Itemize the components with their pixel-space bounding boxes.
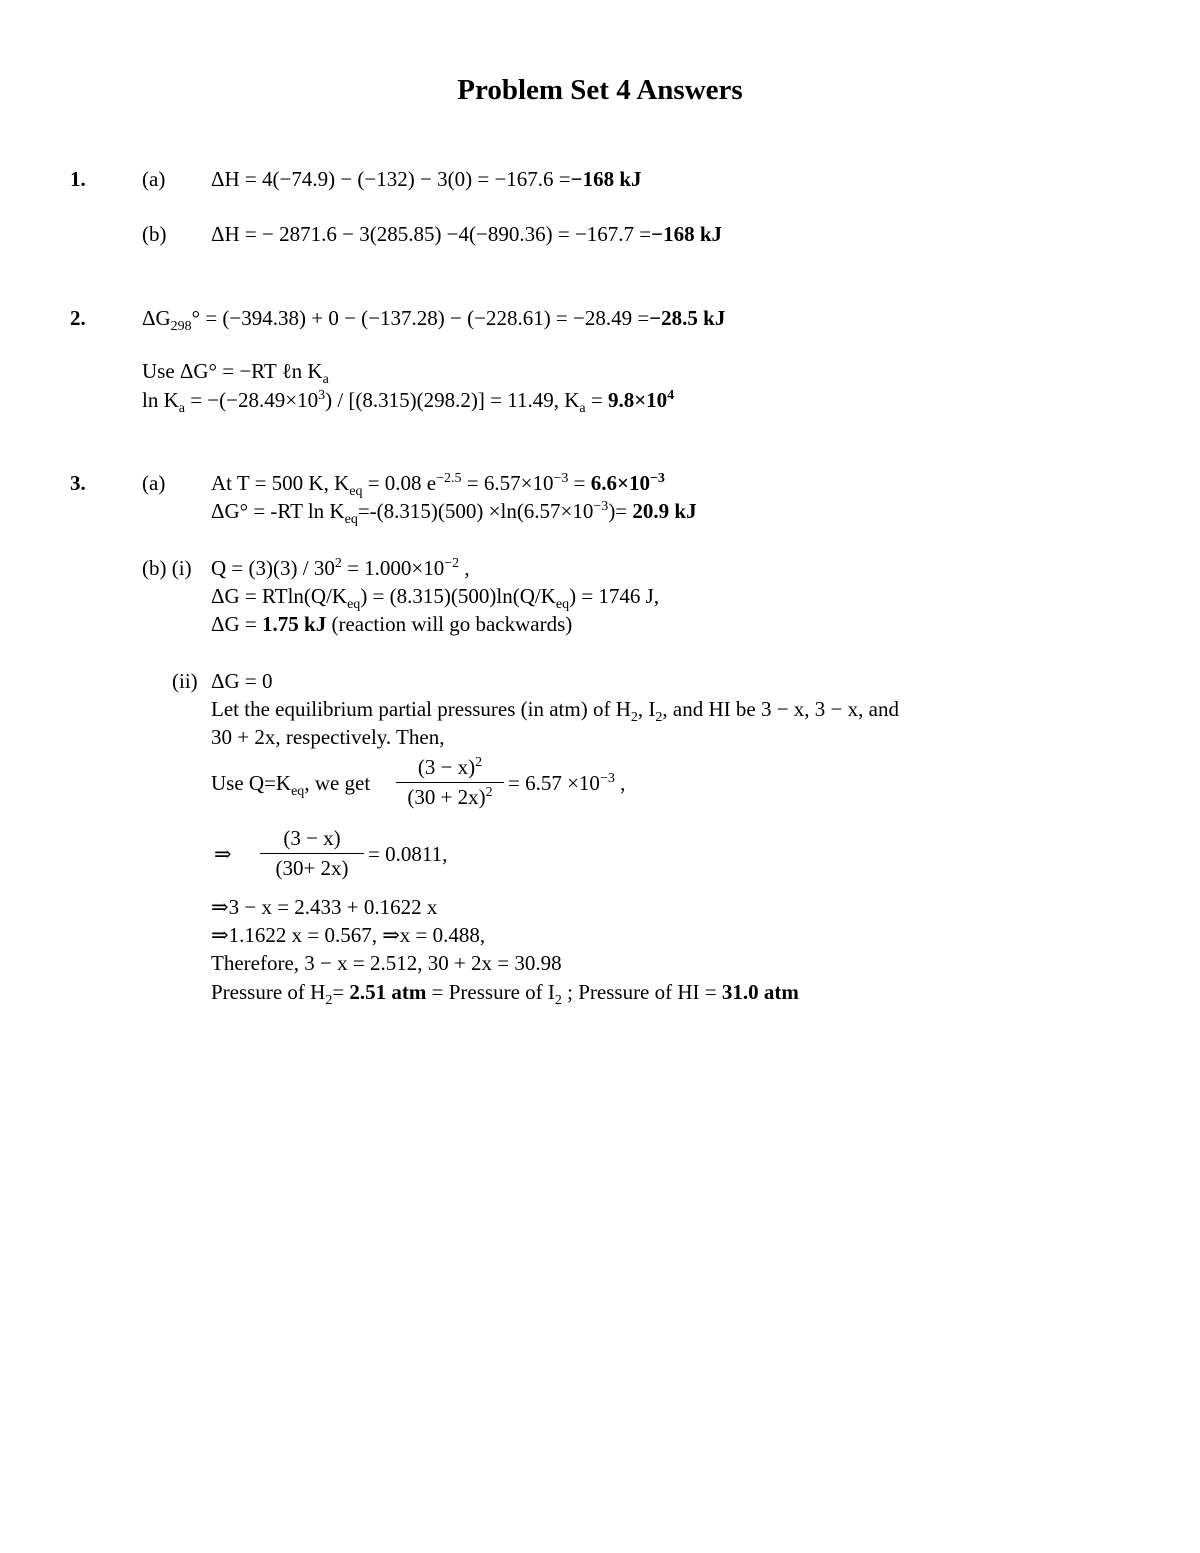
fraction-1-rhs (508, 771, 625, 796)
p-mid: = Pressure of I (426, 980, 555, 1004)
q1a-equation (211, 167, 642, 192)
fraction-2 (260, 826, 364, 881)
p-sub: 2 (325, 993, 333, 1008)
use-q-sub: eq (291, 784, 305, 799)
q3bi3-note: (reaction will go backwards) (326, 612, 573, 636)
q3-number: 3. (70, 471, 86, 495)
q1-number: 1. (70, 167, 86, 191)
q3bi2-sub2: eq (555, 597, 570, 612)
fraction-2-rhs: = 0.0811, (368, 842, 448, 866)
q3bi-line2 (211, 584, 659, 613)
q2-use-line (142, 359, 329, 388)
q3a2-sub: eq (344, 512, 358, 527)
q2-ln-text: ln K (142, 388, 179, 412)
q2-number: 2. (70, 306, 86, 330)
q3a-val-sup: −3 (553, 471, 569, 486)
q2-ka-exponent: 4 (667, 388, 675, 403)
frac1-den: (30 + 2x) (407, 785, 486, 809)
q2-ln-subscript: a (178, 401, 185, 416)
implies-arrow: ⇒ (214, 842, 232, 866)
q2-ln-line (142, 388, 674, 417)
use-q-pre: Use Q=K (211, 771, 292, 795)
q3bii-step-c: Therefore, 3 − x = 2.512, 30 + 2x = 30.98 (211, 951, 562, 975)
q3bi2-post: ) = 1746 J, (569, 584, 660, 608)
q3bii-use-q (211, 771, 370, 800)
q3bii2-pre: Let the equilibrium partial pressures (in atm) of H (211, 697, 631, 721)
q3bi1-pre: Q = (3)(3) / 30 (211, 556, 335, 580)
q2-dg-subscript: 298 (170, 319, 192, 334)
q3bi1-sup2: −2 (444, 556, 460, 571)
frac1-num: (3 − x) (417, 755, 476, 779)
q2-ka-equals: = (585, 388, 608, 412)
fraction-2-bar (260, 853, 364, 854)
q3a-val: = 6.57×10 (461, 471, 554, 495)
q3a-keq-sub: eq (349, 484, 363, 499)
p-mid2: ; Pressure of HI = (561, 980, 722, 1004)
q3a-result: 6.6×10 (590, 471, 650, 495)
q3bi2-mid: ) = (8.315)(500)ln(Q/K (360, 584, 556, 608)
q1b-equation (211, 222, 722, 247)
q3bii2-m1: , I (637, 697, 656, 721)
fraction-1-bar (396, 782, 504, 783)
q2-dg-equation (142, 306, 725, 335)
q3a2-post: )= (608, 499, 628, 523)
q3a2-sup: −3 (593, 499, 609, 514)
q3bii2-s2: 2 (655, 710, 663, 725)
frac1-den-sup: 2 (485, 785, 493, 800)
q1a-work: ΔH = 4(−74.9) − (−132) − 3(0) = −167.6 = (211, 167, 571, 191)
q2-ln-post: ) / [(8.315)(298.2)] = 11.49, K (325, 388, 580, 412)
q1b-work: ΔH = − 2871.6 − 3(285.85) −4(−890.36) = −167.7 = (211, 222, 652, 246)
q3bi1-sup: 2 (334, 556, 342, 571)
q3bi1-post: , (459, 556, 470, 580)
q3a-label: (a) (142, 471, 166, 495)
q3a-equals: = (568, 471, 591, 495)
frac1-tail: , (614, 771, 626, 795)
q3bi-line1 (211, 556, 470, 581)
q3bi1-mid: = 1.000×10 (341, 556, 445, 580)
q3a2-mid: =-(8.315)(500) ×ln(6.57×10 (357, 499, 594, 523)
q3bi2-sub: eq (347, 597, 361, 612)
q3a2-pre: ΔG° = -RT ln K (211, 499, 345, 523)
q3bii-step-b: ⇒1.1622 x = 0.567, ⇒x = 0.488, (211, 923, 486, 947)
q2-ln-mid: = −(−28.49×10 (184, 388, 319, 412)
q3bii-line3: 30 + 2x, respectively. Then, (211, 725, 445, 749)
p-result-h2: 2.51 atm (349, 980, 427, 1004)
q2-dg-symbol: ΔG (142, 306, 171, 330)
q3bi3-pre: ΔG = (211, 612, 263, 636)
fraction-1-denominator (396, 785, 504, 810)
q3a-t: At T = 500 K, K (211, 471, 350, 495)
q2-ka-result: 9.8×10 (607, 388, 668, 412)
q3bii-pressures (211, 980, 799, 1009)
p-pre: Pressure of H (211, 980, 326, 1004)
q3a-exp: = 0.08 e (362, 471, 437, 495)
fraction-1-numerator (396, 755, 504, 780)
q3a2-result: 20.9 kJ (627, 499, 697, 523)
fraction-2-denominator: (30+ 2x) (275, 856, 349, 880)
q2-ka-subscript: a (579, 401, 586, 416)
q3bii-line1: ΔG = 0 (211, 669, 273, 693)
frac1-num-sup: 2 (475, 755, 483, 770)
q2-use-subscript: a (322, 372, 329, 387)
q1b-result: −168 kJ (651, 222, 723, 246)
frac1-rhs: = 6.57 ×10 (508, 771, 600, 795)
q2-ln-exponent: 3 (318, 388, 326, 403)
p-eq: = (332, 980, 350, 1004)
q2-use-text: Use ΔG° = −RT ℓn K (142, 359, 323, 383)
fraction-2-numerator: (3 − x) (283, 826, 341, 850)
q2-dg-result: −28.5 kJ (649, 306, 726, 330)
q3bii-line2 (211, 697, 899, 726)
p-result-hi: 31.0 atm (721, 980, 799, 1004)
fraction-1 (396, 755, 504, 810)
frac1-rhs-sup: −3 (599, 771, 615, 786)
q1a-result: −168 kJ (570, 167, 642, 191)
q1b-label: (b) (142, 222, 167, 246)
q2-dg-work: ° = (−394.38) + 0 − (−137.28) − (−228.61) = −28.49 = (191, 306, 650, 330)
q3bi-label: (b) (i) (142, 556, 192, 580)
q3bi3-result: 1.75 kJ (262, 612, 327, 636)
p-sub2: 2 (554, 993, 562, 1008)
q3a-result-sup: −3 (649, 471, 665, 486)
q3bii2-s1: 2 (630, 710, 638, 725)
q3bii-label: (ii) (172, 669, 198, 693)
q3bii-step-a: ⇒3 − x = 2.433 + 0.1622 x (211, 895, 438, 919)
q1a-label: (a) (142, 167, 166, 191)
q3a-exp-sup: −2.5 (436, 471, 462, 486)
page-title: Problem Set 4 Answers (457, 74, 743, 106)
q3bi2-pre: ΔG = RTln(Q/K (211, 584, 348, 608)
q3a-line1 (211, 471, 665, 500)
use-q-post: , we get (304, 771, 371, 795)
q3a-line2 (211, 499, 697, 528)
q3bi-line3 (211, 612, 572, 637)
q3bii2-post: , and HI be 3 − x, 3 − x, and (662, 697, 899, 721)
